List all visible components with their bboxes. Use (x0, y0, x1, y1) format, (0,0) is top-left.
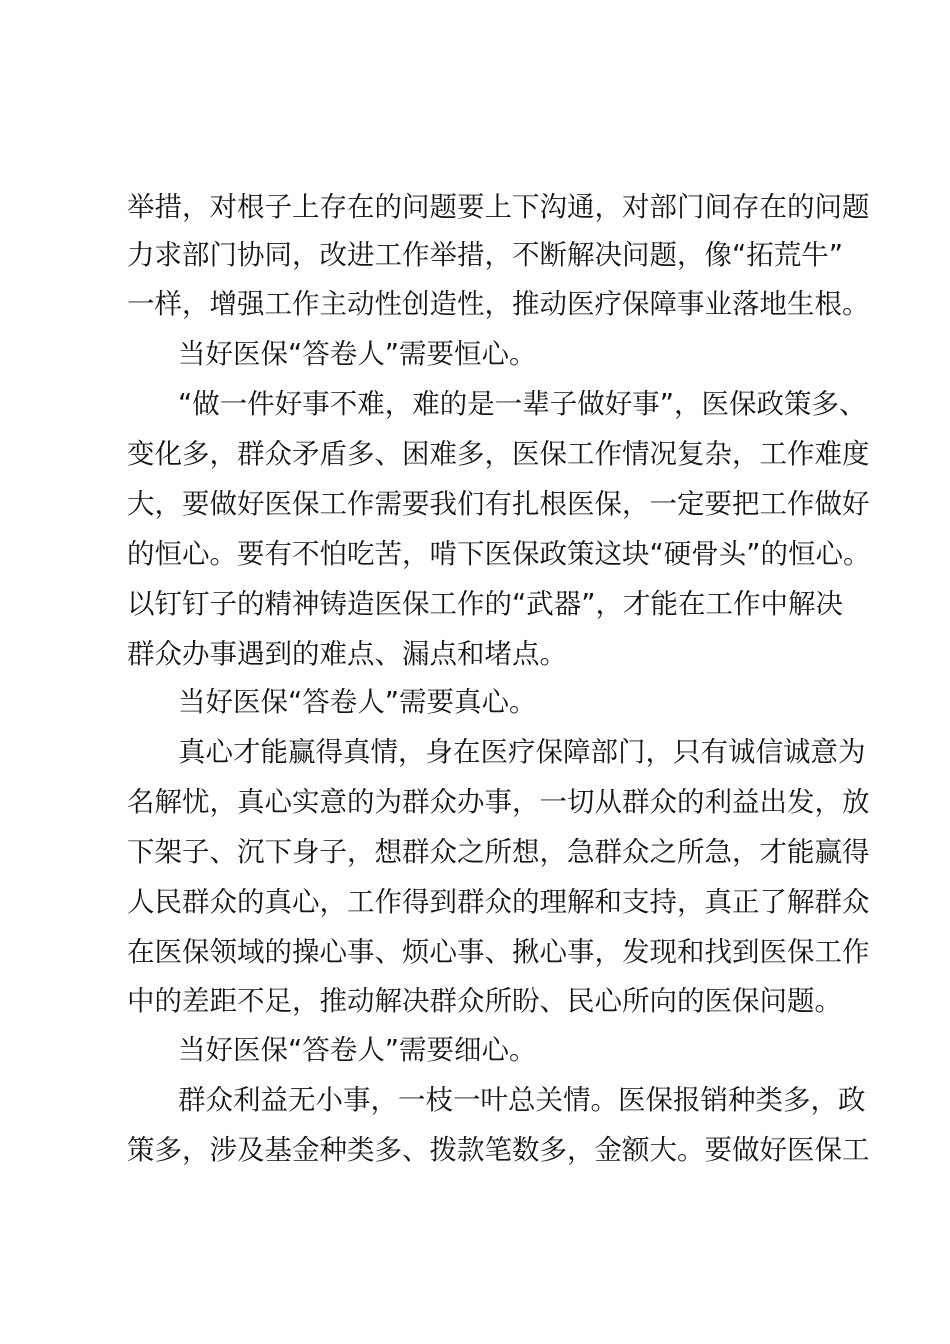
section-heading: 当好医保“答卷人”需要恒心。 (178, 338, 537, 370)
text-line: 变化多，群众矛盾多、困难多，医保工作情况复杂，工作难度 (127, 438, 870, 470)
section-heading: 当好医保“答卷人”需要细心。 (178, 1034, 537, 1066)
section-heading: 当好医保“答卷人”需要真心。 (178, 686, 537, 718)
text-line: 力求部门协同，改进工作举措，不断解决问题，像“拓荒牛” (127, 239, 843, 271)
text-line: 下架子、沉下身子，想群众之所想，急群众之所急，才能赢得 (127, 836, 870, 868)
text-line: 群众办事遇到的难点、漏点和堵点。 (127, 638, 567, 670)
text-line: 举措，对根子上存在的问题要上下沟通，对部门间存在的问题 (127, 191, 870, 223)
text-line: 人民群众的真心，工作得到群众的理解和支持，真正了解群众 (127, 886, 870, 918)
paragraph-first-line: “做一件好事不难，难的是一辈子做好事”，医保政策多、 (178, 388, 867, 420)
text-line: 中的差距不足，推动解决群众所盼、民心所向的医保问题。 (127, 985, 842, 1017)
paragraph-first-line: 群众利益无小事，一枝一叶总关情。医保报销种类多，政 (178, 1084, 866, 1116)
text-line: 名解忧，真心实意的为群众办事，一切从群众的利益出发，放 (127, 786, 870, 818)
text-line: 在医保领域的操心事、烦心事、揪心事，发现和找到医保工作 (127, 936, 870, 968)
text-line: 一样，增强工作主动性创造性，推动医疗保障事业落地生根。 (127, 288, 870, 320)
text-line: 策多，涉及基金种类多、拨款笔数多，金额大。要做好医保工 (127, 1134, 870, 1166)
text-line: 以钉钉子的精神铸造医保工作的“武器”，才能在工作中解决 (127, 588, 843, 620)
paragraph-first-line: 真心才能赢得真情，身在医疗保障部门，只有诚信诚意为 (178, 736, 866, 768)
text-line: 的恒心。要有不怕吃苦，啃下医保政策这块“硬骨头”的恒心。 (127, 538, 871, 570)
text-line: 大，要做好医保工作需要我们有扎根医保，一定要把工作做好 (127, 488, 870, 520)
